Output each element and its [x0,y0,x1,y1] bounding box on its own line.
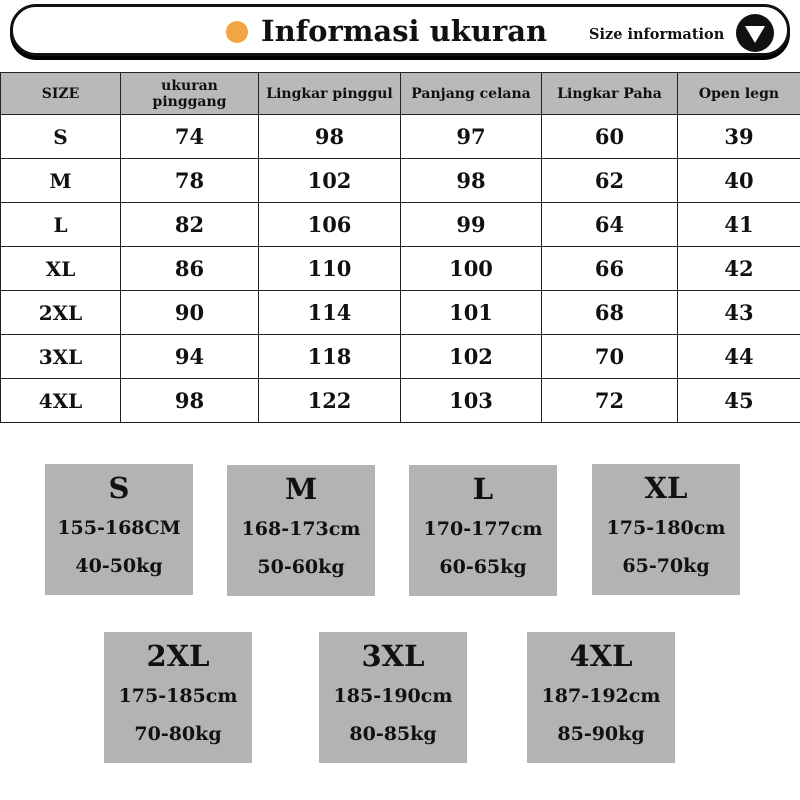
page-subtitle: Size information [589,26,725,43]
card-size-label: S [108,471,130,505]
table-cell: 43 [678,291,800,335]
card-height: 170-177cm [423,518,543,540]
card-size-label: 2XL [146,639,210,673]
table-row [1,159,800,203]
card-weight: 50-60kg [257,556,345,578]
table-cell: 103 [401,379,542,423]
header-bar [10,4,790,56]
size-cell: 4XL [1,379,121,423]
table-cell: 39 [678,115,800,159]
table-cell: 94 [121,335,259,379]
table-cell: 72 [542,379,678,423]
table-cell: 70 [542,335,678,379]
table-row [1,115,800,159]
table-cell: 90 [121,291,259,335]
size-table [0,72,800,423]
table-cell: 41 [678,203,800,247]
card-weight: 60-65kg [439,556,527,578]
card-weight: 85-90kg [557,723,645,745]
table-cell: 101 [401,291,542,335]
table-cell: 102 [401,335,542,379]
table-row [1,291,800,335]
card-weight: 80-85kg [349,723,437,745]
orange-dot-icon [226,21,248,43]
page-title: Informasi ukuran [261,14,548,48]
size-cell: XL [1,247,121,291]
table-cell: 100 [401,247,542,291]
table-cell: 74 [121,115,259,159]
table-cell: 45 [678,379,800,423]
table-row [1,203,800,247]
table-row [1,335,800,379]
card-height: 187-192cm [541,685,661,707]
card-weight: 40-50kg [75,555,163,577]
column-header: SIZE [1,73,121,115]
size-card-4xl [527,632,675,763]
table-cell: 42 [678,247,800,291]
table-cell: 78 [121,159,259,203]
table-cell: 110 [259,247,401,291]
card-height: 155-168CM [57,517,181,539]
size-card-3xl [319,632,467,763]
triangle-down-icon[interactable] [736,14,774,52]
table-cell: 66 [542,247,678,291]
size-card-s [45,464,193,595]
table-cell: 40 [678,159,800,203]
table-cell: 98 [401,159,542,203]
card-size-label: XL [644,471,688,505]
size-card-l [409,465,557,596]
column-header: Panjang celana [401,73,542,115]
table-cell: 114 [259,291,401,335]
size-cell: 2XL [1,291,121,335]
size-cell: 3XL [1,335,121,379]
table-cell: 62 [542,159,678,203]
table-cell: 60 [542,115,678,159]
card-size-label: 3XL [361,639,425,673]
table-cell: 98 [259,115,401,159]
table-cell: 97 [401,115,542,159]
table-cell: 68 [542,291,678,335]
size-cell: M [1,159,121,203]
table-row [1,379,800,423]
table-cell: 102 [259,159,401,203]
card-size-label: 4XL [569,639,633,673]
table-cell: 44 [678,335,800,379]
table-cell: 99 [401,203,542,247]
table-cell: 64 [542,203,678,247]
card-height: 175-185cm [118,685,238,707]
card-size-label: M [284,472,318,506]
table-cell: 86 [121,247,259,291]
card-height: 185-190cm [333,685,453,707]
size-card-2xl [104,632,252,763]
column-header: ukuran pinggang [121,73,259,115]
card-weight: 70-80kg [134,723,222,745]
card-size-label: L [472,472,494,506]
table-cell: 118 [259,335,401,379]
size-cell: L [1,203,121,247]
table-row [1,247,800,291]
card-weight: 65-70kg [622,555,710,577]
column-header: Lingkar pinggul [259,73,401,115]
size-card-m [227,465,375,596]
size-card-xl [592,464,740,595]
table-cell: 82 [121,203,259,247]
size-cell: S [1,115,121,159]
column-header: Lingkar Paha [542,73,678,115]
column-header: Open legn [678,73,800,115]
table-cell: 98 [121,379,259,423]
card-height: 168-173cm [241,518,361,540]
table-cell: 122 [259,379,401,423]
table-header-row [1,73,800,115]
card-height: 175-180cm [606,517,726,539]
table-cell: 106 [259,203,401,247]
